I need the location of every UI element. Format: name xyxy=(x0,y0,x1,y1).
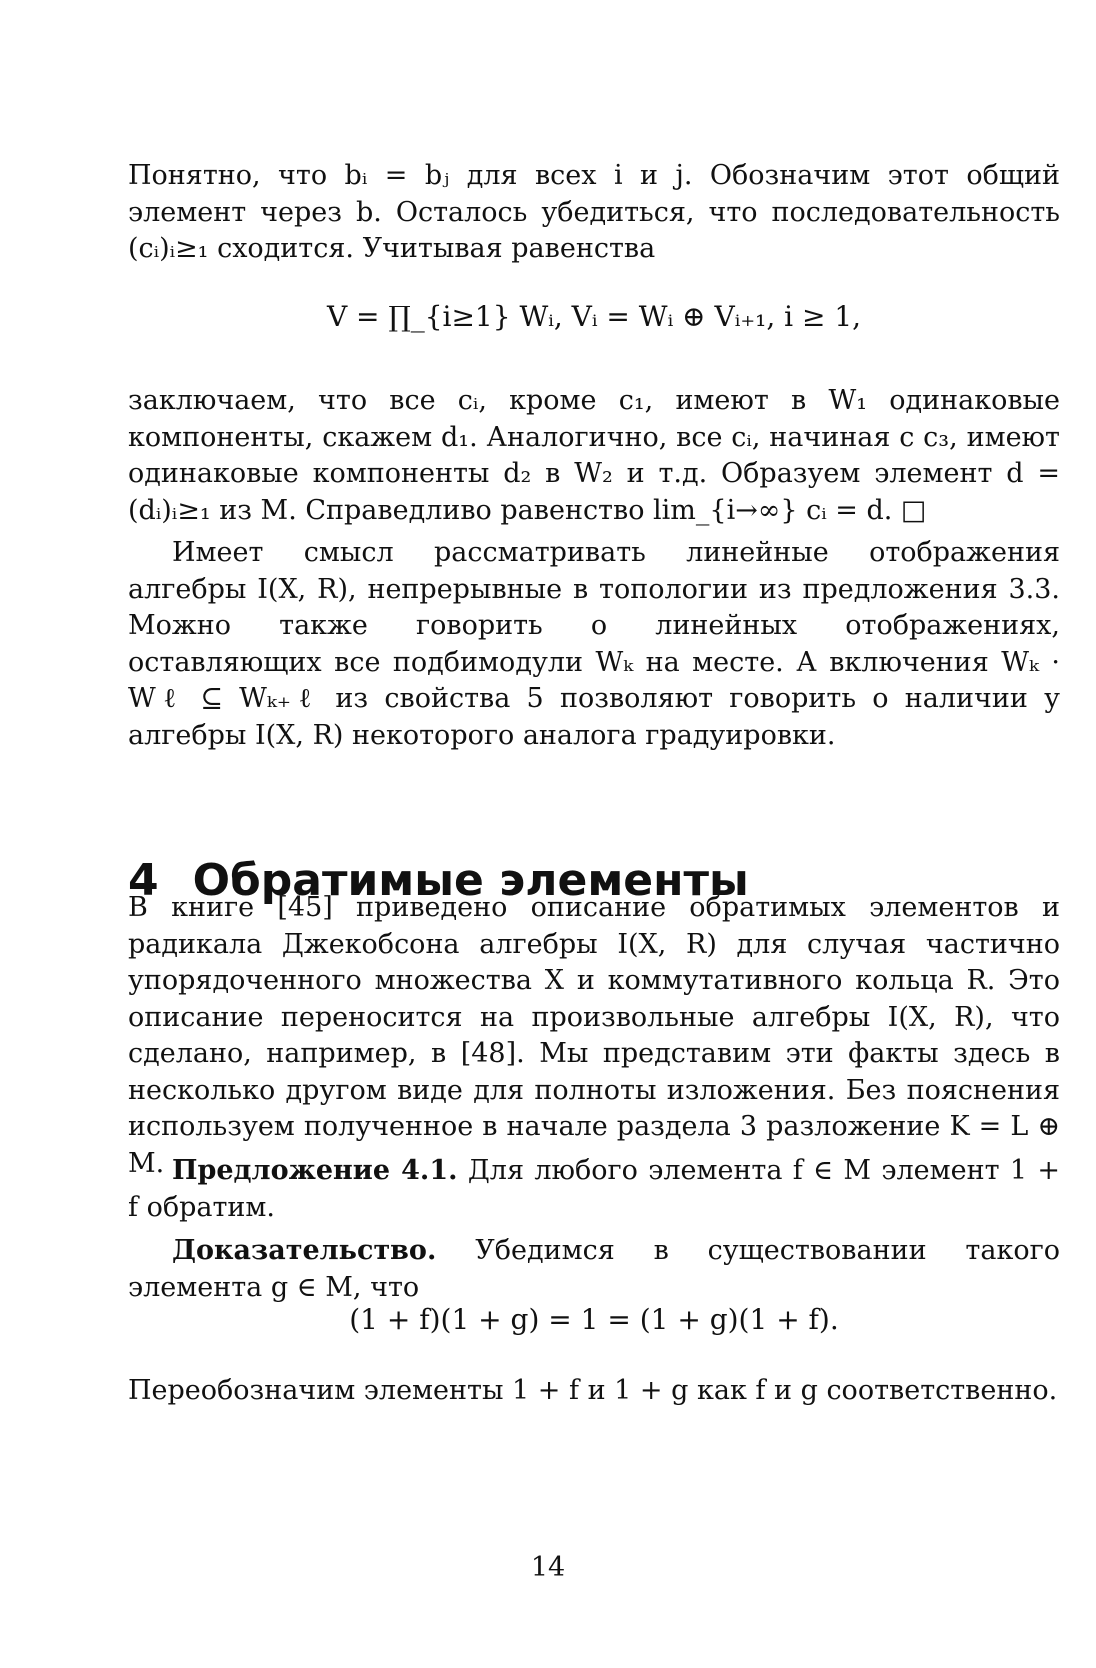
equation-2: (1 + f)(1 + g) = 1 = (1 + g)(1 + f). xyxy=(349,1303,839,1336)
proposition-4-1 xyxy=(128,1153,1060,1226)
paragraph-1: Понятно, что bᵢ = bⱼ для всех i и j. Обозначим этот общий элемент через b. Осталось убедиться, что последовательность (cᵢ)ᵢ≥₁ сходится. Учитывая равенства xyxy=(128,160,1060,264)
proposition-text: Для любого элемента f ∈ M элемент 1 + f обратим. xyxy=(128,1155,1060,1223)
proof-text: Убедимся в существовании такого элемента g ∈ M, что xyxy=(128,1235,1060,1303)
section-number: 4 xyxy=(128,855,159,906)
paragraph-2: заключаем, что все cᵢ, кроме c₁, имеют в W₁ одинаковые компоненты, скажем d₁. Аналогично, все cᵢ, начиная с c₃, имеют одинаковые компоненты d₂ в W₂ и т.д. Образуем элемент d = (dᵢ)ᵢ≥₁ из M. Справедливо равенство lim_{i→∞} cᵢ = d. □ xyxy=(128,385,1060,526)
equation-1: V = ∏_{i≥1} Wᵢ, Vᵢ = Wᵢ ⊕ Vᵢ₊₁, i ≥ 1, xyxy=(326,300,862,333)
section-title: Обратимые элементы xyxy=(192,855,749,906)
proposition-label: Предложение 4.1. xyxy=(172,1155,458,1186)
proof xyxy=(128,1233,1060,1306)
paragraph-3: Имеет смысл рассматривать линейные отображения алгебры I(X, R), непрерывные в топологии из предложения 3.3. Можно также говорить о линейных отображениях, оставляющих все подбимодули Wₖ на месте. А включения Wₖ · Wℓ ⊆ Wₖ₊ℓ из свойства 5 позволяют говорить о наличии у алгебры I(X, R) некоторого аналога градуировки. xyxy=(128,537,1060,751)
paragraph-5: Переобозначим элементы 1 + f и 1 + g как f и g соответственно. xyxy=(128,1375,1058,1406)
paragraph-4: В книге [45] приведено описание обратимых элементов и радикала Джекобсона алгебры I(X, R) для случая частично упорядоченного множества X и коммутативного кольца R. Это описание переносится на произвольные алгебры I(X, R), что сделано, например, в [48]. Мы представим эти факты здесь в несколько другом виде для полноты изложения. Без пояснения используем полученное в начале раздела 3 разложение K = L ⊕ M. xyxy=(128,892,1060,1179)
page-number: 14 xyxy=(530,1552,566,1583)
proof-label: Доказательство. xyxy=(172,1235,437,1266)
